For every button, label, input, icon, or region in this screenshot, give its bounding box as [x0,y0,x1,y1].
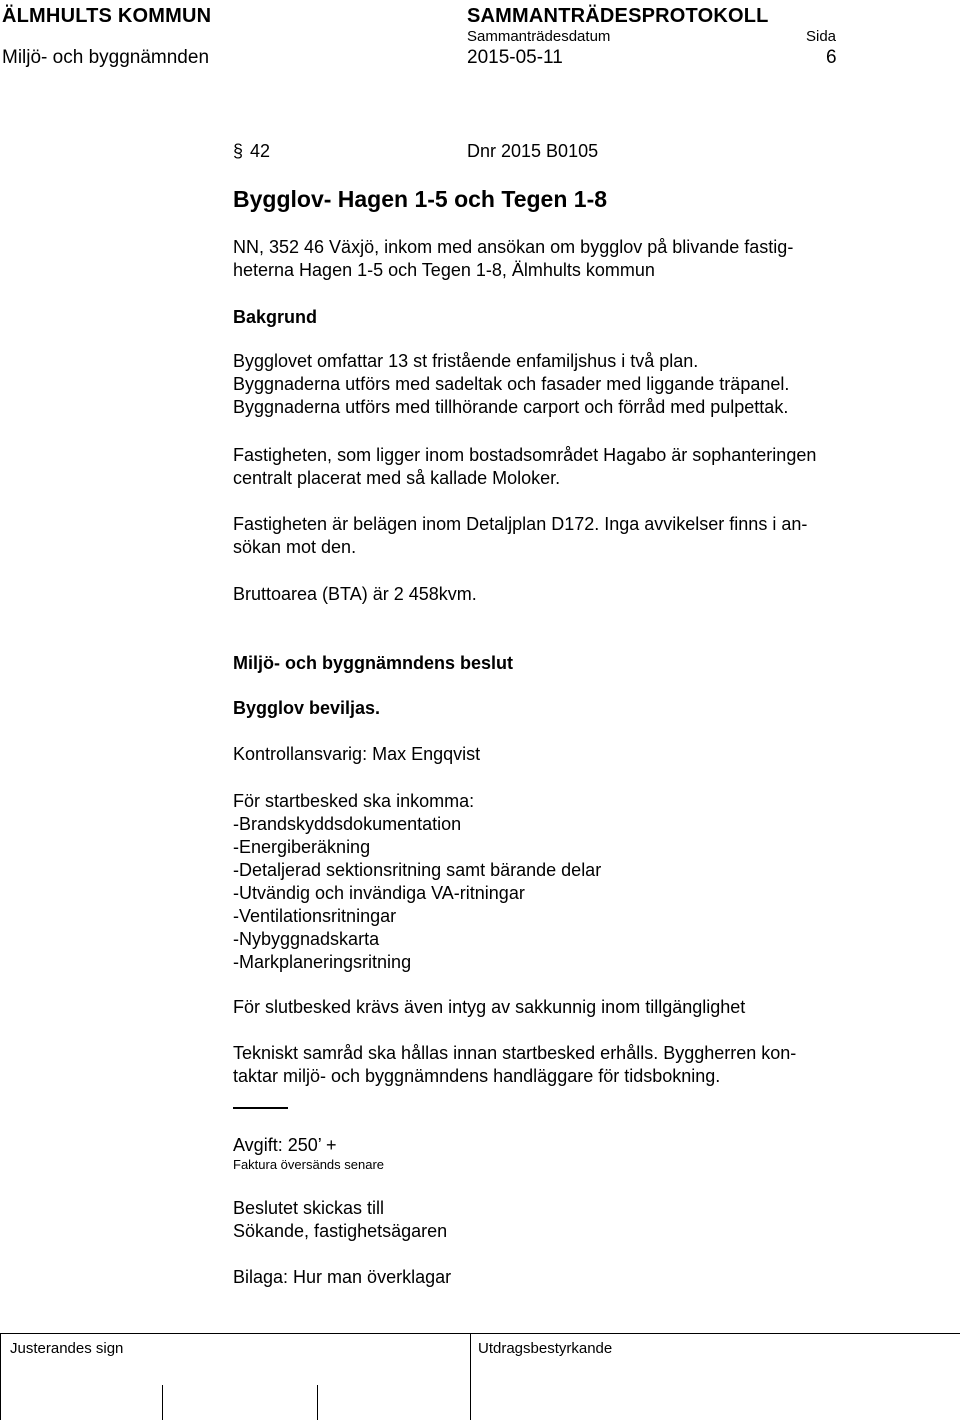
footer-divider [470,1333,471,1420]
footer-top-border [0,1333,960,1334]
page-label: Sida [806,28,837,45]
text-line: sökan mot den. [233,537,357,557]
gross-area: Bruttoarea (BTA) är 2 458kvm. [233,584,477,604]
text-line: Tekniskt samråd ska hållas innan startbesked erhålls. Byggherren kon- [233,1043,797,1063]
start-heading: För startbesked ska inkomma: [233,791,475,811]
fee: Avgift: 250’ + [233,1135,337,1155]
section-number: 42 [250,141,271,161]
invoice-note: Faktura översänds senare [233,1157,385,1172]
text-line: Fastigheten, som ligger inom bostadsområdet Hagabo är sophanteringen [233,445,817,465]
requirement-item: -Detaljerad sektionsritning samt bärande delar [233,860,602,880]
text-line: Sökande, fastighetsägaren [233,1221,448,1241]
case-title: Bygglov- Hagen 1-5 och Tegen 1-8 [233,186,608,212]
start-requirements [233,790,601,974]
text-line: taktar miljö- och byggnämndens handläggare för tidsbokning. [233,1066,721,1086]
intro-line: heterna Hagen 1-5 och Tegen 1-8, Älmhults kommun [233,260,655,280]
text-line: Fastigheten är belägen inom Detaljplan D172. Inga avvikelser finns i an- [233,514,808,534]
requirement-item: -Markplaneringsritning [233,952,412,972]
document-type: SAMMANTRÄDESPROTOKOLL [467,5,769,27]
requirement-item: -Brandskyddsdokumentation [233,814,462,834]
final-notice: För slutbesked krävs även intyg av sakkunnig inom tillgänglighet [233,997,746,1017]
committee-name: Miljö- och byggnämnden [2,47,210,68]
separator-line [233,1107,288,1109]
text-line: centralt placerat med så kallade Moloker. [233,468,561,488]
control-person: Kontrollansvarig: Max Engqvist [233,744,481,764]
footer-divider [162,1385,163,1420]
diary-number: Dnr 2015 B0105 [467,141,599,161]
distribution [233,1197,447,1243]
decision-text: Bygglov beviljas. [233,698,381,718]
footer-left-border [0,1333,1,1420]
meeting-date: 2015-05-11 [467,47,563,68]
requirement-item: -Utvändig och invändiga VA-ritningar [233,883,525,903]
requirement-item: -Energiberäkning [233,837,371,857]
requirement-item: -Nybyggnadskarta [233,929,380,949]
text-line: Byggnaderna utförs med tillhörande carport och förråd med pulpettak. [233,397,789,417]
page-number: 6 [826,47,837,68]
section-mark: § [233,141,244,161]
text-line: Beslutet skickas till [233,1198,385,1218]
text-line: Byggnaderna utförs med sadeltak och fasader med liggande träpanel. [233,374,790,394]
date-label: Sammanträdesdatum [467,28,611,45]
text-line: Bygglovet omfattar 13 st fristående enfamiljshus i två plan. [233,351,699,371]
background-heading: Bakgrund [233,307,318,327]
requirement-item: -Ventilationsritningar [233,906,397,926]
attachment: Bilaga: Hur man överklagar [233,1267,452,1287]
intro-line: NN, 352 46 Växjö, inkom med ansökan om bygglov på blivande fastig- [233,237,794,257]
consultation-paragraph [233,1042,796,1088]
decision-heading: Miljö- och byggnämndens beslut [233,653,514,673]
extract-label: Utdragsbestyrkande [478,1340,613,1357]
organization-name: ÄLMHULTS KOMMUN [2,5,212,27]
sign-label: Justerandes sign [10,1340,124,1357]
background-paragraph-2 [233,444,816,490]
footer-divider [317,1385,318,1420]
intro-paragraph [233,236,793,282]
background-paragraph-3 [233,513,807,559]
background-paragraph-1 [233,350,789,419]
